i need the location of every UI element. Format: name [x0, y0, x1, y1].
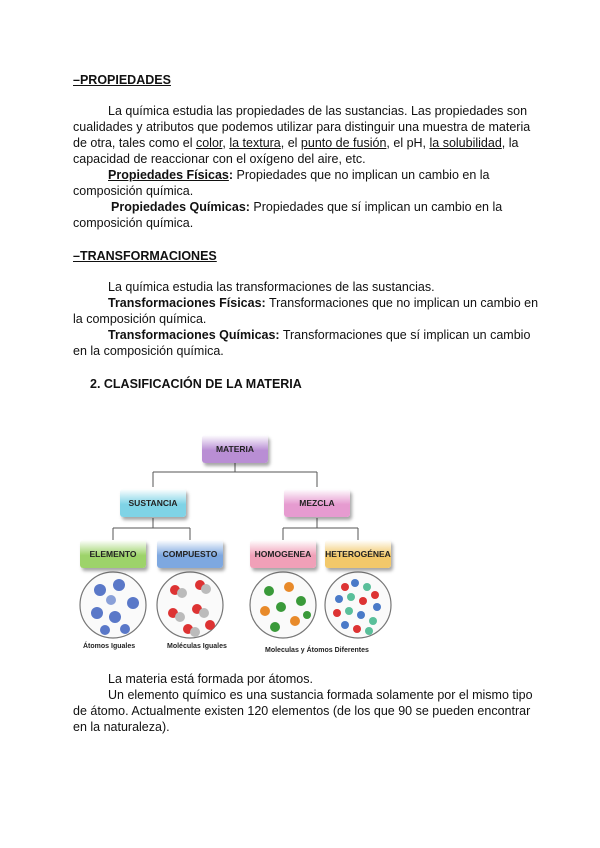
caption-moleculas-iguales: Moléculas Iguales — [167, 643, 227, 650]
text-run: de otra, tales como el — [73, 136, 196, 150]
term-propiedades-fisicas: Propiedades Físicas — [108, 168, 229, 182]
paragraph-line: composición química. — [73, 184, 194, 198]
box-mezcla: MEZCLA — [284, 489, 350, 517]
paragraph-line: la composición química. — [73, 312, 207, 326]
box-sustancia: SUSTANCIA — [120, 489, 186, 517]
box-heterogenea: HETEROGÉNEA — [325, 540, 391, 568]
paragraph-line: Un elemento químico es una sustancia formada solamente por el mismo tipo — [108, 688, 533, 702]
term-transformaciones-fisicas: Transformaciones Físicas: — [108, 296, 266, 310]
caption-atomos-iguales: Átomos Iguales — [83, 643, 136, 650]
link-punto-fusion: punto de fusión — [300, 136, 387, 150]
paragraph-line: La química estudia las transformaciones de las sustancias. — [108, 280, 435, 294]
link-textura: la textura — [229, 136, 281, 150]
box-materia: MATERIA — [202, 435, 268, 463]
definition-propiedades-fisicas — [108, 167, 489, 183]
caption-moleculas-atomos-diferentes: Moleculas y Átomos Diferentes — [265, 647, 369, 654]
paragraph-line: en la composición química. — [73, 344, 224, 358]
classification-diagram — [75, 425, 410, 660]
circle-atomos-iguales — [80, 572, 146, 638]
paragraph-line: La materia está formada por átomos. — [108, 672, 313, 686]
definition-text: Propiedades que sí implican un cambio en la — [249, 200, 503, 214]
paragraph-line: cualidades y atributos que podemos utilizar para distinguir una muestra de materia — [73, 120, 531, 134]
circle-moleculas-iguales — [157, 572, 223, 638]
box-homogenea: HOMOGENEA — [250, 540, 316, 568]
text-run: , el pH, — [386, 136, 430, 150]
paragraph-line: en la naturaleza). — [73, 720, 170, 734]
link-solubilidad: la solubilidad — [429, 136, 502, 150]
circle-heterogenea — [325, 572, 391, 638]
circle-homogenea — [250, 572, 316, 638]
definition-transformaciones-fisicas — [108, 295, 538, 311]
box-elemento: ELEMENTO — [80, 540, 146, 568]
text-run: , el — [280, 136, 301, 150]
paragraph-line: capacidad de reaccionar con el oxígeno del aire, etc. — [73, 152, 366, 166]
paragraph-line: La química estudia las propiedades de las sustancias. Las propiedades son — [108, 104, 528, 118]
definition-propiedades-quimicas — [111, 199, 502, 215]
box-compuesto: COMPUESTO — [157, 540, 223, 568]
term-transformaciones-quimicas: Transformaciones Químicas: — [108, 328, 280, 342]
definition-text: Propiedades que no implican un cambio en la — [233, 168, 490, 182]
paragraph-line — [73, 135, 518, 151]
heading-transformaciones: –TRANSFORMACIONES — [73, 249, 217, 263]
text-run: , la — [501, 136, 519, 150]
link-color: color — [195, 136, 223, 150]
definition-text: Transformaciones que sí implican un cambio — [279, 328, 531, 342]
definition-text: Transformaciones que no implican un cambio en — [265, 296, 539, 310]
paragraph-line: de átomo. Actualmente existen 120 elementos (de los que 90 se pueden encontrar — [73, 704, 531, 718]
heading-clasificacion: 2. CLASIFICACIÓN DE LA MATERIA — [90, 377, 302, 391]
term-colon: : — [228, 168, 234, 182]
text-run: , — [222, 136, 230, 150]
definition-transformaciones-quimicas — [108, 327, 530, 343]
term-propiedades-quimicas: Propiedades Químicas: — [111, 200, 250, 214]
heading-propiedades: –PROPIEDADES — [73, 73, 171, 87]
paragraph-line: composición química. — [73, 216, 194, 230]
